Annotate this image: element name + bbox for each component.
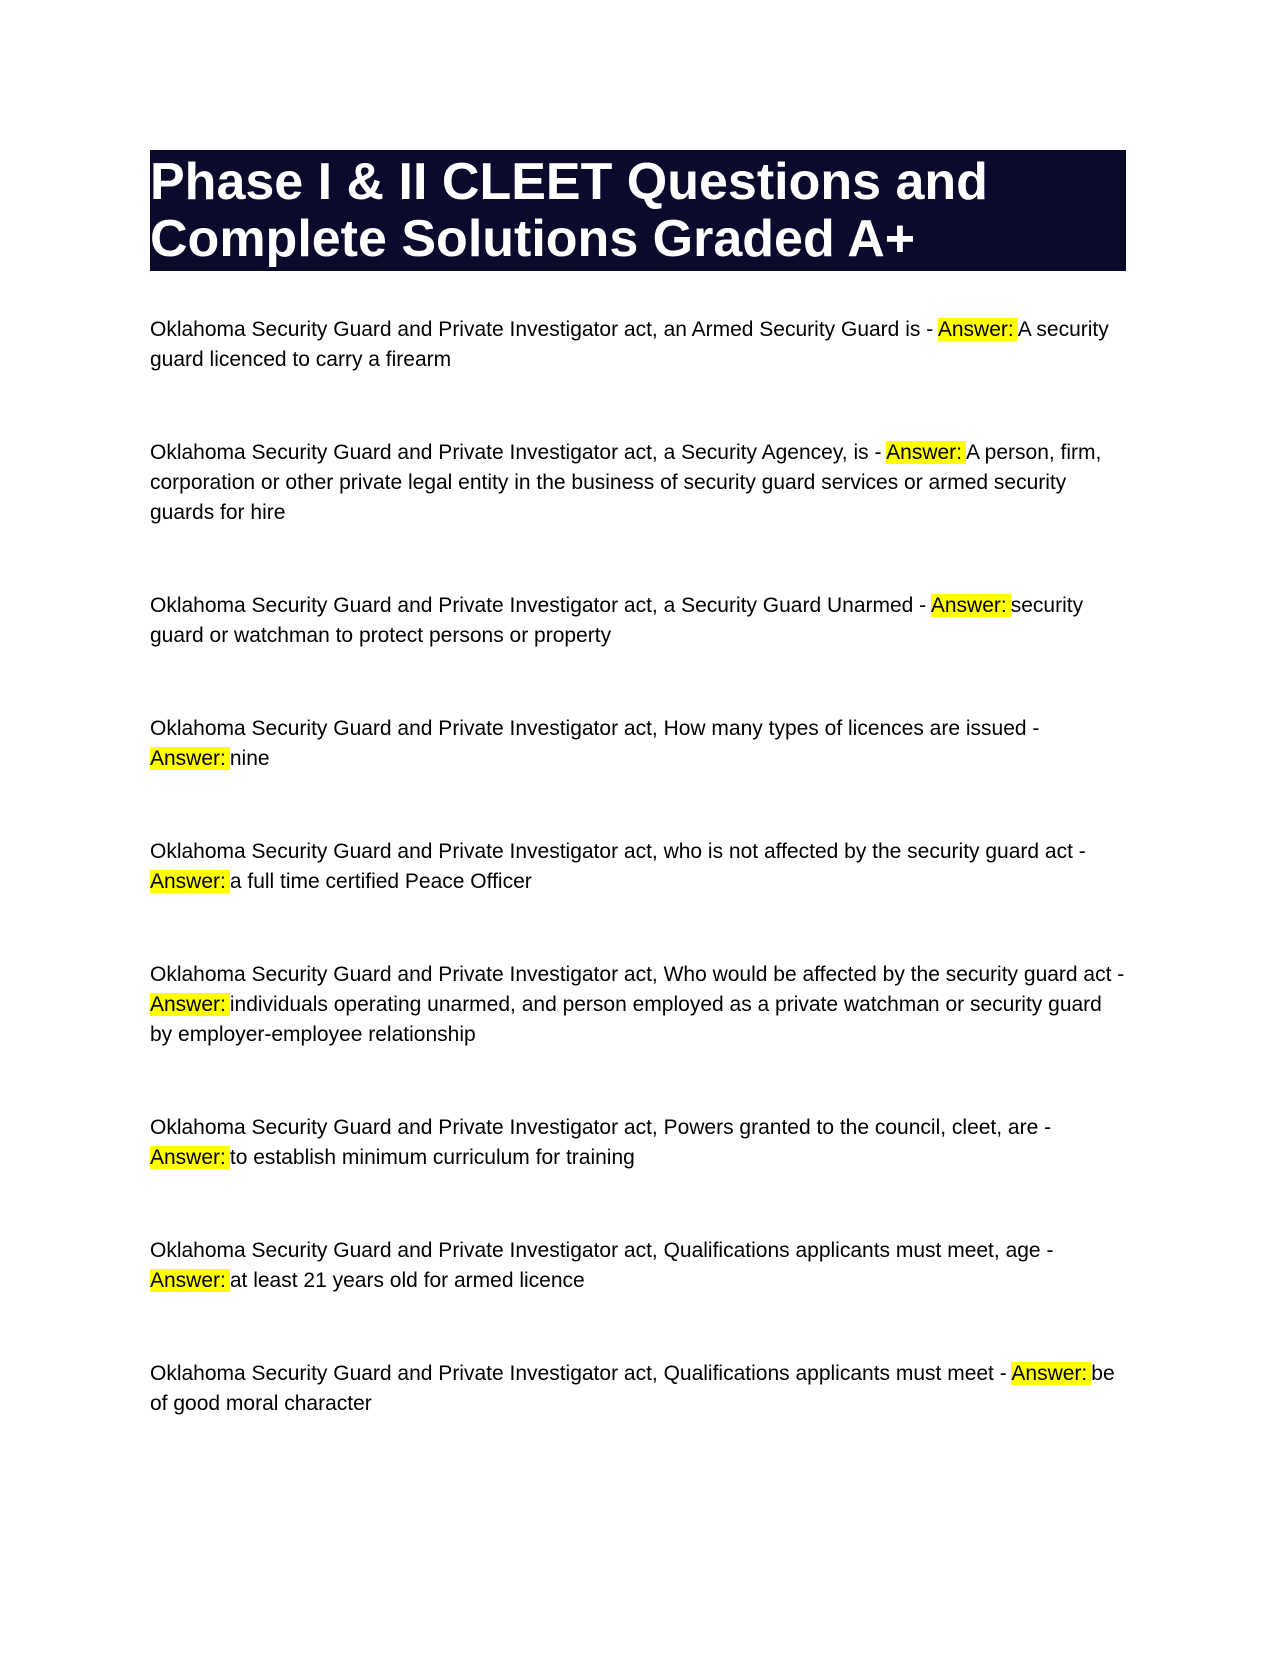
answer-label: Answer: (1011, 1362, 1091, 1385)
answer-text: nine (229, 747, 270, 770)
question-text: Oklahoma Security Guard and Private Investigator act, Qualifications applicants must meet - (150, 1362, 1012, 1385)
qa-item-1 (150, 315, 1126, 375)
answer-label: Answer: (938, 318, 1018, 341)
answer-label: Answer: (150, 870, 230, 893)
question-text: Oklahoma Security Guard and Private Investigator act, Qualifications applicants must meet, age - (150, 1239, 1054, 1262)
qa-item-4 (150, 714, 1126, 774)
qa-item-9 (150, 1359, 1126, 1419)
answer-label: Answer: (150, 1269, 230, 1292)
answer-text: to establish minimum curriculum for training (229, 1146, 635, 1169)
answer-label: Answer: (150, 747, 230, 770)
question-text: Oklahoma Security Guard and Private Investigator act, a Security Guard Unarmed - (150, 594, 931, 617)
qa-item-2 (150, 438, 1126, 528)
answer-label: Answer: (150, 1146, 230, 1169)
title-line-2: Complete Solutions Graded A+ (150, 210, 916, 268)
title-line-1: Phase I & II CLEET Questions and (150, 153, 988, 211)
answer-label: Answer: (931, 594, 1011, 617)
question-text: Oklahoma Security Guard and Private Investigator act, an Armed Security Guard is - (150, 318, 938, 341)
qa-item-8 (150, 1236, 1126, 1296)
answer-text: at least 21 years old for armed licence (229, 1269, 585, 1292)
question-text: Oklahoma Security Guard and Private Investigator act, a Security Agencey, is - (150, 441, 887, 464)
answer-label: Answer: (886, 441, 966, 464)
document-page (150, 150, 1126, 1482)
answer-text: individuals operating unarmed, and person employed as a private watchman or security guard by employer-employee relationship (150, 993, 1102, 1046)
question-text: Oklahoma Security Guard and Private Investigator act, Powers granted to the council, cleet, are - (150, 1116, 1052, 1139)
answer-label: Answer: (150, 993, 230, 1016)
question-text: Oklahoma Security Guard and Private Investigator act, who is not affected by the security guard act - (150, 840, 1086, 863)
document-title (150, 150, 1126, 271)
answer-text: be of good moral character (150, 1362, 1115, 1415)
qa-item-7 (150, 1113, 1126, 1173)
answer-text: a full time certified Peace Officer (229, 870, 532, 893)
qa-item-3 (150, 591, 1126, 651)
answer-text: A security guard licenced to carry a firearm (150, 318, 1109, 371)
question-text: Oklahoma Security Guard and Private Investigator act, Who would be affected by the security guard act - (150, 963, 1125, 986)
answer-text: A person, firm, corporation or other private legal entity in the business of security guard services or armed security guards for hire (150, 441, 1102, 524)
qa-item-5 (150, 837, 1126, 897)
qa-item-6 (150, 960, 1126, 1050)
answer-text: security guard or watchman to protect persons or property (150, 594, 1084, 647)
question-text: Oklahoma Security Guard and Private Investigator act, How many types of licences are issued - (150, 717, 1040, 740)
